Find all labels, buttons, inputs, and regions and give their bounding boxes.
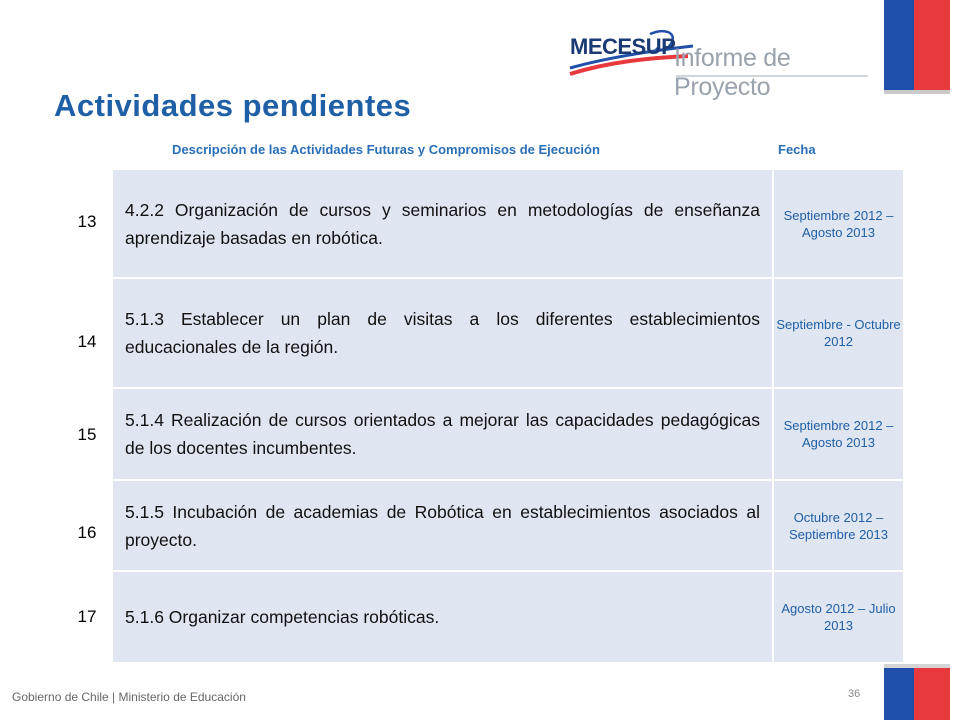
row-date: Septiembre 2012 – Agosto 2013 [783, 207, 894, 240]
row-date: Septiembre 2012 – Agosto 2013 [783, 418, 894, 450]
row-date-cell [774, 170, 903, 277]
row-number: 14 [77, 332, 97, 351]
row-description: 5.1.5 Incubación de academias de Robótica en establecimientos asociados al proyecto. [125, 501, 760, 550]
table-row [77, 572, 903, 662]
table-row [77, 481, 903, 570]
table-row [77, 279, 903, 387]
row-date-cell [774, 481, 903, 570]
page-number: 36 [848, 688, 861, 700]
row-description-cell [113, 170, 772, 277]
flag-blue-stripe [884, 668, 914, 720]
mecesup-logo [568, 28, 868, 101]
page-title: Actividades pendientes [54, 88, 412, 123]
row-description-cell [113, 572, 772, 662]
row-date-cell [774, 389, 903, 479]
table-row [77, 170, 903, 277]
row-description: 5.1.3 Establecer un plan de visitas a los diferentes establecimientos educacionales de la región. [125, 309, 760, 357]
flag-blue-stripe [884, 0, 914, 90]
flag-red-stripe [914, 668, 950, 720]
table-row [77, 389, 903, 479]
row-date: Septiembre - Octubre 2012 [776, 317, 901, 349]
row-date: Agosto 2012 – Julio 2013 [781, 601, 896, 633]
row-description: 5.1.4 Realización de cursos orientados a mejorar las capacidades pedagógicas de los docentes incumbentes. [125, 410, 760, 458]
row-number: 16 [77, 523, 97, 542]
row-number: 17 [77, 607, 97, 626]
row-date-cell [774, 279, 903, 387]
row-description: 5.1.6 Organizar competencias robóticas. [125, 607, 440, 627]
row-description-cell [113, 389, 772, 479]
activities-table [77, 170, 903, 662]
logo-name: MECESUP [570, 34, 676, 59]
row-description-cell [113, 279, 772, 387]
flag-shadow [884, 90, 950, 94]
row-date: Octubre 2012 – Septiembre 2013 [788, 509, 888, 542]
row-number: 15 [77, 425, 97, 444]
chile-flag-bottom-decoration [884, 668, 950, 720]
footer-organization: Gobierno de Chile | Ministerio de Educación [12, 690, 246, 704]
flag-red-stripe [914, 0, 950, 90]
logo-subtitle: Informe de Proyecto [674, 44, 791, 101]
row-description: 4.2.2 Organización de cursos y seminarios en metodologías de enseñanza aprendizaje basadas en robótica. [125, 199, 760, 248]
chile-flag-top-decoration [884, 0, 950, 90]
column-header-description: Descripción de las Actividades Futuras y Compromisos de Ejecución [172, 142, 600, 157]
column-header-date: Fecha [778, 142, 816, 157]
row-description-cell [113, 481, 772, 570]
row-date-cell [774, 572, 903, 662]
row-number: 13 [77, 212, 97, 231]
